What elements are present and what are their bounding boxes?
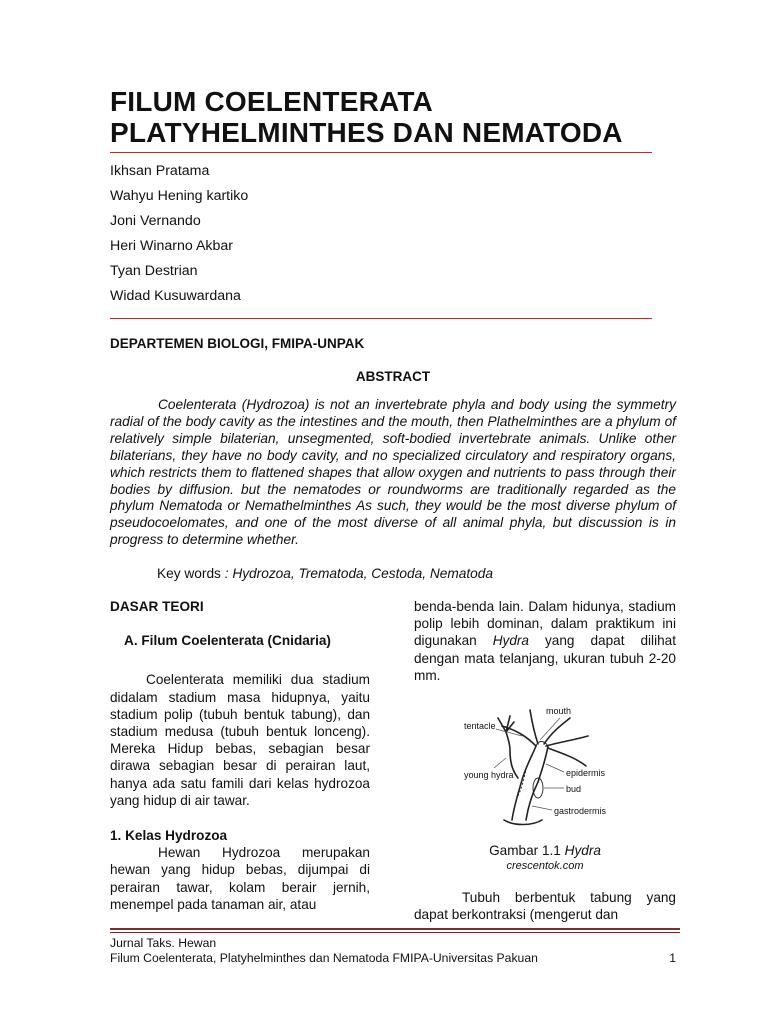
author: Heri Winarno Akbar [110,238,234,254]
caption-italic: Hydra [564,843,601,859]
keywords-label: Key words [157,566,221,581]
subsection-heading: A. Filum Coelenterata (Cnidaria) [124,633,331,649]
keywords [157,566,493,581]
abstract-text [110,397,676,549]
author: Tyan Destrian [110,263,198,279]
label-gastrodermis: gastrodermis [554,806,607,817]
hydra-illustration [414,696,676,836]
class-heading: 1. Kelas Hydrozoa [110,828,228,844]
department: DEPARTEMEN BIOLOGI, FMIPA-UNPAK [110,336,365,351]
hydra-figure [414,696,676,836]
footer-journal: Jurnal Taks. Hewan [110,936,217,950]
label-young-hydra: young hydra [464,770,514,781]
author: Joni Vernando [110,213,201,229]
title-rule [110,152,652,153]
left-column [110,598,370,913]
section-heading: DASAR TEORI [110,599,204,614]
paragraph [414,598,676,684]
footer-running-title: Filum Coelenterata, Platyhelminthes dan Nematoda FMIPA-Universitas Pakuan [110,951,538,965]
gastrodermis-pointer [532,806,552,810]
young-hydra-pointer [494,758,506,768]
right-column [414,598,676,924]
keywords-value: : Hydrozoa, Trematoda, Cestoda, Nematoda [220,566,494,581]
paragraph: Hewan Hydrozoa merupakan hewan yang hidup bebas, dijumpai di perairan tawar, kolam berair jernih, menempel pada tanaman air, atau [110,845,370,912]
figure-caption [414,842,676,859]
paragraph: Tubuh berbentuk tabung yang dapat berkontraksi (mengerut dan [414,890,676,923]
page-footer [110,936,680,966]
author-list [110,161,510,311]
paragraph: Coelenterata memiliki dua stadium didalam stadium masa hidupnya, yaitu stadium polip (tubuh bentuk tabung), dan stadium medusa (tubuh bentuk lonceng). Mereka Hidup bebas, sebagian besar dirawa sebagian besar di perairan laut, hanya ada satu famili dari kelas hydrozoa yang hidup di air tawar. [110,672,370,808]
label-bud: bud [566,784,582,795]
page-number: 1 [669,951,676,965]
footer-rule-thin [110,932,680,933]
tentacle [530,710,538,744]
abstract-heading: ABSTRACT [355,369,431,384]
footer-rule [110,928,680,930]
author: Ikhsan Pratama [110,163,210,179]
label-tentacle: tentacle [464,721,496,732]
paragraph-text: yang dapat dilihat dengan mata telanjang, ukuran tubuh 2-20 mm. [414,633,676,683]
figure-source: crescentok.com [506,860,584,873]
caption-text: Gambar 1.1 [489,843,565,859]
authors-rule [110,318,652,319]
hydra-stem-left [512,746,536,820]
label-epidermis: epidermis [566,768,606,779]
abstract-body: Coelenterata (Hydrozoa) is not an invertebrate phyla and body using the symmetry radial of the body cavity as the intestines and the mouth, then Plathelminthes are a phylum of relatively simple bilaterian, unsegmented, soft-bodied invertebrate animals. Unlike other bilaterians, they have no body cavity, and no specialized circulatory and respiratory organs, which restricts them to flattened shapes that allow oxygen and nutrients to pass through their bodies by diffusion. but the nematodes or roundworms are traditionally regarded as the phylum Nematoda or Nemathelminthes As such, they would be the most diverse phylum of pseudocoelomates, and one of the most diverse of all animal phyla, but discussion is in progress to determine whether. [110,397,676,548]
paper-title [110,86,670,148]
paragraph-italic: Hydra [492,633,529,649]
basal-disc [504,820,542,825]
tentacle [546,736,588,746]
paragraph-text: benda-benda lain. Dalam hidunya, stadium polip lebih dominan, dalam praktikum ini digunakan [414,599,676,649]
tentacle [548,748,586,766]
author: Wahyu Hening kartiko [110,188,249,204]
title-line-2: PLATYHELMINTHES DAN NEMATODA [110,117,623,148]
label-mouth: mouth [546,706,572,717]
title-line-1: FILUM COELENTERATA [110,86,433,117]
hydra-stem-right [526,746,548,820]
author: Widad Kusuwardana [110,288,241,304]
epidermis-pointer [546,764,564,772]
